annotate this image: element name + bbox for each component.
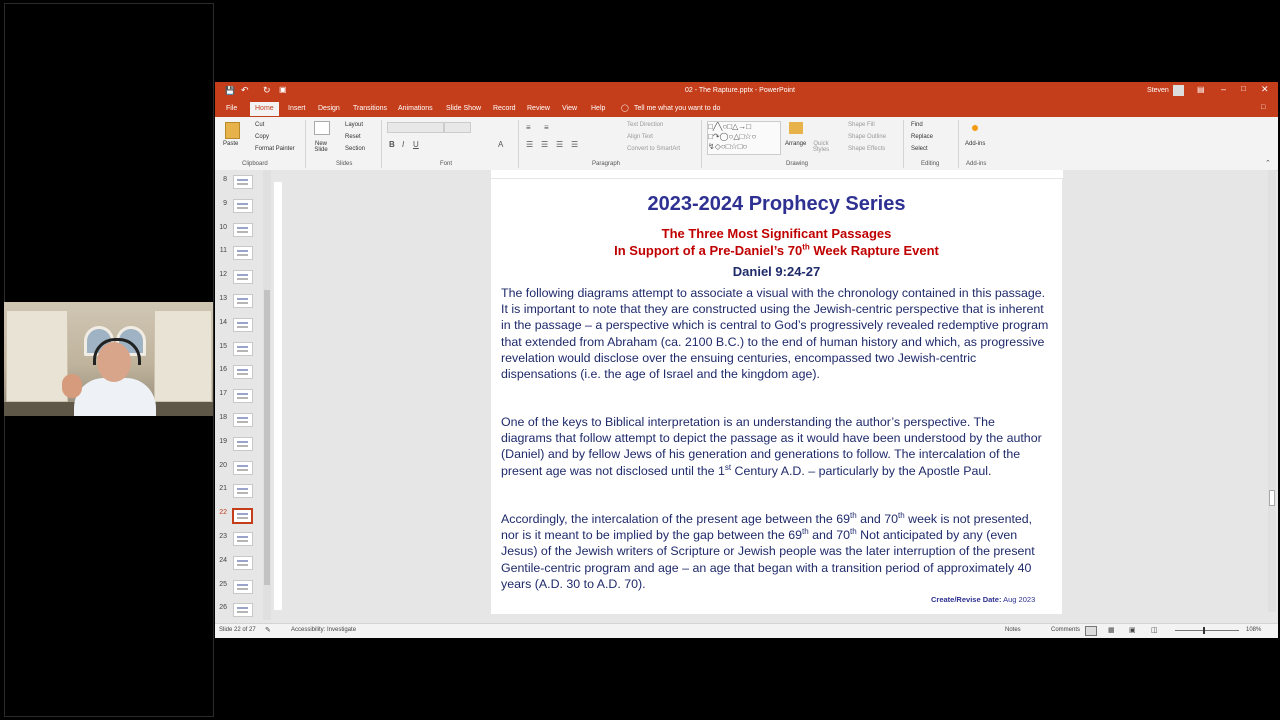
slide-thumbnail[interactable] <box>233 294 253 308</box>
slide-thumbnail[interactable] <box>233 175 253 189</box>
zoom-slider[interactable] <box>1175 630 1239 631</box>
revise-date: Create/Revise Date: Aug 2023 <box>931 595 1036 604</box>
thumbnail-number: 20 <box>219 461 227 469</box>
slideshow-icon[interactable]: ◫ <box>1151 627 1158 634</box>
notes-button[interactable]: Notes <box>1005 627 1021 633</box>
slides-group-label: Slides <box>336 161 353 167</box>
tab-insert[interactable]: Insert <box>288 105 306 112</box>
select-button[interactable]: Select <box>911 146 928 152</box>
paste-icon[interactable] <box>225 122 240 139</box>
tab-view[interactable]: View <box>562 105 578 112</box>
thumbnail-number: 14 <box>219 318 227 326</box>
thumbnail-number: 11 <box>219 247 227 255</box>
comment-icon[interactable]: □ <box>1261 104 1266 111</box>
slide-thumbnail[interactable] <box>233 532 253 546</box>
underline-icon[interactable]: U <box>413 140 419 149</box>
reading-view-icon[interactable]: ▣ <box>1129 627 1136 634</box>
justify-icon[interactable]: ☰ <box>571 140 579 149</box>
addins-group-label: Add-ins <box>966 161 987 167</box>
present-icon[interactable]: ▣ <box>279 85 287 94</box>
spellcheck-icon[interactable]: ✎ <box>265 627 271 634</box>
new-slide-icon[interactable] <box>314 121 330 135</box>
slide-sorter-icon[interactable]: ▦ <box>1108 627 1115 634</box>
slide-scrollbar[interactable] <box>1268 170 1276 612</box>
section-button[interactable]: Section <box>345 146 366 152</box>
tab-transitions[interactable]: Transitions <box>353 105 387 112</box>
copy-button[interactable]: Copy <box>255 134 270 140</box>
reset-button[interactable]: Reset <box>345 134 361 140</box>
ribbon <box>215 117 1278 171</box>
italic-icon[interactable]: I <box>402 140 405 149</box>
paragraph-3: Accordingly, the intercalation of the present age between the 69th and 70th week is not presented, nor is it meant to be implied by the gap between the 69th and 70th Not anticipated by any (even Jesus) of the Jewish writers of Scripture or Jewish people was the later interruption of the present Gentile-centric program and age – an age that began with a transition period of approximately 40 years (A.D. 30 to A.D. 70). <box>501 510 1035 591</box>
bold-icon[interactable]: B <box>389 140 395 149</box>
thumbnail-number: 16 <box>219 366 227 374</box>
collapse-ribbon-icon[interactable]: ⌃ <box>1265 160 1271 167</box>
minimize-icon[interactable]: – <box>1221 84 1227 94</box>
user-name[interactable]: Steven <box>1147 87 1169 94</box>
font-size-input[interactable] <box>444 122 471 133</box>
format-painter-button[interactable]: Format Painter <box>255 146 295 152</box>
slide-subtitle-2: In Support of a Pre-Daniel’s 70th Week Rapture Event <box>614 242 939 258</box>
slide-thumbnail[interactable] <box>233 603 253 617</box>
thumbnail-number: 19 <box>219 437 227 445</box>
undo-icon[interactable]: ↶ <box>241 85 249 95</box>
addins-icon[interactable] <box>972 125 978 131</box>
window-title: 02 - The Rapture.pptx - PowerPoint <box>685 87 795 94</box>
slide-thumbnail[interactable] <box>233 223 253 237</box>
paragraph-1: The following diagrams attempt to associate a visual with the chronology contained in this passage. It is important to note that they are constructed using the Jewish-centric perspective that is inherent in the passage – a perspective which is central to God’s progressively revealed redemptive program that extended from Abraham (ca. 2100 B.C.) to the end of human history and which, as progressive revelation would disclose over the ensuing centuries, encompassed two Jewish-centric dispensations (i.e. the age of Israel and the kingdom age). <box>501 286 1049 382</box>
align-text-button[interactable]: Align Text <box>627 134 653 140</box>
shapes-gallery[interactable]: □╱╲○□△→□ □↷◯○△□☆○ ↯◇○□☆□○ <box>707 121 781 155</box>
slide-thumbnail[interactable] <box>233 318 253 332</box>
slide-thumbnail[interactable] <box>233 246 253 260</box>
ribbon-display-icon[interactable]: ▤ <box>1197 85 1205 94</box>
bullets-icon[interactable]: ≡ <box>526 123 531 132</box>
numbering-icon[interactable]: ≡ <box>544 123 549 132</box>
vertical-ruler <box>274 182 282 610</box>
webcam-feed <box>4 302 213 416</box>
thumbnail-number: 12 <box>219 271 227 279</box>
slide-thumbnail[interactable] <box>233 365 253 379</box>
tab-record[interactable]: Record <box>493 105 516 112</box>
horizontal-ruler <box>491 170 1063 178</box>
clipboard-group-label: Clipboard <box>242 161 268 167</box>
zoom-level[interactable]: 108% <box>1246 627 1262 633</box>
cut-button[interactable]: Cut <box>255 122 265 128</box>
slide-thumbnail[interactable] <box>233 199 253 213</box>
shape-fill-button[interactable]: Shape Fill <box>848 122 875 128</box>
thumbnail-number: 9 <box>223 199 227 207</box>
convert-smartart-button[interactable]: Convert to SmartArt <box>627 146 681 152</box>
normal-view-icon[interactable] <box>1085 626 1097 636</box>
slide-canvas[interactable] <box>491 179 1062 614</box>
tab-file[interactable]: File <box>226 105 238 112</box>
layout-button[interactable]: Layout <box>345 122 364 128</box>
editing-group-label: Editing <box>921 161 940 167</box>
arrange-button[interactable]: Arrange <box>785 141 807 147</box>
thumbnail-pane[interactable] <box>215 170 274 623</box>
close-icon[interactable]: ✕ <box>1261 84 1269 94</box>
slide-thumbnail[interactable] <box>233 461 253 475</box>
find-button[interactable]: Find <box>911 122 923 128</box>
slide-title: 2023-2024 Prophecy Series <box>647 193 906 215</box>
font-color-icon[interactable]: A <box>498 140 504 149</box>
status-bar <box>215 623 1278 638</box>
font-group-label: Font <box>440 161 453 167</box>
paste-button[interactable]: Paste <box>223 141 239 147</box>
slide-counter: Slide 22 of 27 <box>219 627 256 633</box>
comments-button[interactable]: Comments <box>1051 627 1081 633</box>
shape-outline-button[interactable]: Shape Outline <box>848 134 887 140</box>
replace-button[interactable]: Replace <box>911 134 934 140</box>
thumbnail-number: 13 <box>219 295 227 302</box>
thumbnail-number: 10 <box>219 223 227 231</box>
tab-review[interactable]: Review <box>527 105 550 112</box>
slide-thumbnail[interactable] <box>233 270 253 284</box>
slide-thumbnail[interactable] <box>233 413 253 427</box>
lightbulb-icon: ◯ <box>621 105 629 112</box>
tab-help[interactable]: Help <box>591 105 606 112</box>
align-left-icon[interactable]: ☰ <box>526 140 534 149</box>
tell-me-input[interactable]: Tell me what you want to do <box>634 105 721 112</box>
thumbnail-number: 8 <box>223 176 227 183</box>
shape-effects-button[interactable]: Shape Effects <box>848 146 886 152</box>
slide-thumbnail[interactable] <box>232 508 253 524</box>
slide-thumbnail[interactable] <box>233 580 253 594</box>
slide-thumbnail[interactable] <box>233 484 253 498</box>
thumbnail-number: 21 <box>219 485 227 493</box>
thumbnail-number: 17 <box>219 390 227 398</box>
thumbnail-number: 18 <box>219 414 227 421</box>
maximize-icon[interactable]: □ <box>1241 84 1246 93</box>
align-center-icon[interactable]: ☰ <box>541 140 549 149</box>
thumbnail-number: 24 <box>219 556 227 564</box>
save-icon[interactable]: 💾 <box>225 86 235 95</box>
thumbnail-scrollbar[interactable] <box>263 170 271 620</box>
scripture-reference: Daniel 9:24-27 <box>732 264 821 279</box>
thumbnail-number: 25 <box>219 580 227 588</box>
slide-subtitle-1: The Three Most Significant Passages <box>661 226 892 241</box>
accessibility-status[interactable]: Accessibility: Investigate <box>291 627 357 633</box>
text-direction-button[interactable]: Text Direction <box>627 122 664 128</box>
tab-animations[interactable]: Animations <box>398 105 433 112</box>
drawing-group-label: Drawing <box>786 161 809 167</box>
thumbnail-number: 23 <box>219 533 227 540</box>
title-bar <box>215 82 1278 100</box>
align-right-icon[interactable]: ☰ <box>556 140 564 149</box>
menu-bar <box>215 100 1278 117</box>
font-name-input[interactable] <box>387 122 444 133</box>
paragraph-group-label: Paragraph <box>592 161 621 167</box>
addins-button[interactable]: Add-ins <box>965 141 986 147</box>
slide-thumbnail[interactable] <box>233 389 253 403</box>
thumbnail-number: 15 <box>219 342 227 350</box>
redo-icon[interactable]: ↻ <box>263 85 271 95</box>
arrange-icon[interactable] <box>789 122 803 134</box>
thumbnail-number: 26 <box>219 604 227 612</box>
tab-home[interactable]: Home <box>250 102 279 116</box>
slide-thumbnail[interactable] <box>233 556 253 570</box>
thumbnail-number: 22 <box>219 509 227 517</box>
tab-design[interactable]: Design <box>318 105 340 112</box>
quick-styles-button[interactable]: Quick Styles <box>812 141 830 153</box>
new-slide-button[interactable]: New Slide <box>314 141 328 153</box>
paragraph-2: One of the keys to Biblical interpretation is an understanding the author’s perspective. The diagrams that follow attempt to depict the passage as it would have been understood by the author (Daniel) and by fellow Jews of his generation and generations to follow. The intercalation of the present age was not disclosed until the 1st Century A.D. – particularly by the Apostle Paul. <box>501 415 1042 478</box>
tab-slide-show[interactable]: Slide Show <box>446 105 482 112</box>
slide-thumbnail[interactable] <box>233 342 253 356</box>
avatar[interactable] <box>1173 85 1184 96</box>
slide-thumbnail[interactable] <box>233 437 253 451</box>
